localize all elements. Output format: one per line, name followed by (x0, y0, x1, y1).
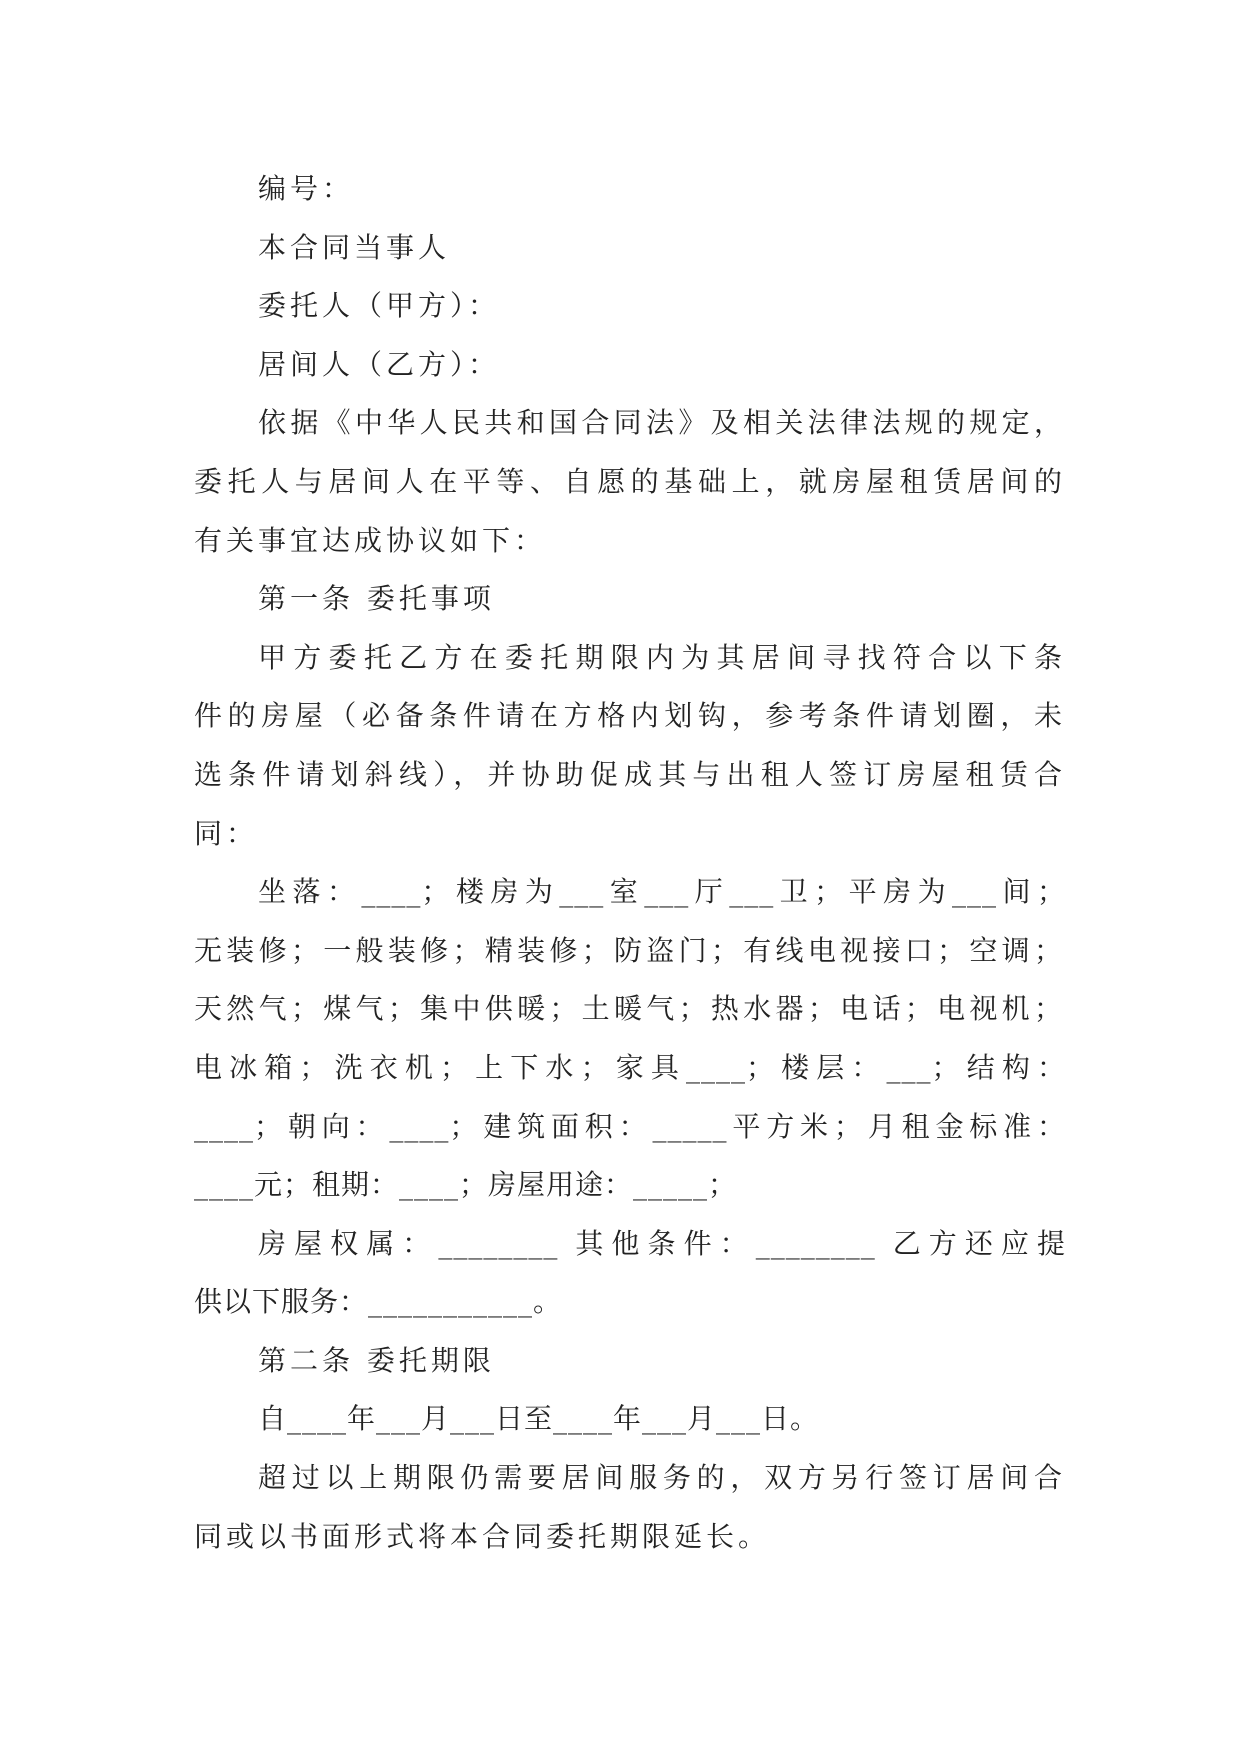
property-conditions-line: 坐落：____；楼房为___室___厅___卫；平房为___间； (258, 875, 1066, 909)
property-conditions-line: 天然气；煤气；集中供暖；土暖气；热水器；电话；电视机； (194, 992, 1066, 1026)
article-2-heading: 第二条 委托期限 (258, 1343, 495, 1377)
property-conditions-line: 无装修；一般装修；精装修；防盗门；有线电视接口；空调； (194, 933, 1066, 967)
contract-body (194, 160, 1066, 1566)
parties-heading: 本合同当事人 (258, 230, 451, 264)
property-conditions-line: ____元；租期：____；房屋用途：_____； (194, 1168, 738, 1202)
ownership-line: 房屋权属：________ 其他条件：________ 乙方还应提 (258, 1226, 1066, 1260)
paragraph-line: 有关事宜达成协议如下： (194, 523, 547, 557)
property-conditions-line: 电冰箱；洗衣机；上下水；家具____；楼层：___；结构： (194, 1050, 1066, 1084)
paragraph-line: 超过以上期限仍需要居间服务的，双方另行签订居间合 (258, 1461, 1066, 1495)
services-line: 供以下服务：___________。 (194, 1285, 563, 1319)
property-conditions-line: ____；朝向：____；建筑面积：_____平方米；月租金标准： (194, 1109, 1066, 1143)
paragraph-line: 委托人与居间人在平等、自愿的基础上，就房屋租赁居间的 (194, 464, 1066, 498)
intermediary-party-label: 居间人（乙方）： (258, 347, 501, 381)
paragraph-line: 同： (194, 816, 259, 850)
paragraph-line: 甲方委托乙方在委托期限内为其居间寻找符合以下条 (258, 640, 1066, 674)
article-1-heading: 第一条 委托事项 (258, 582, 495, 616)
paragraph-line: 选条件请划斜线），并协助促成其与出租人签订房屋租赁合 (194, 757, 1066, 791)
paragraph-line: 同或以书面形式将本合同委托期限延长。 (194, 1519, 771, 1553)
term-dates-line: 自____年___月___日至____年___月___日。 (258, 1402, 820, 1436)
principal-party-label: 委托人（甲方）： (258, 289, 501, 323)
paragraph-line: 依据《中华人民共和国合同法》及相关法律法规的规定， (258, 406, 1066, 440)
paragraph-line: 件的房屋（必备条件请在方格内划钩，参考条件请划圈，未 (194, 699, 1066, 733)
contract-number-label: 编号： (258, 172, 355, 205)
